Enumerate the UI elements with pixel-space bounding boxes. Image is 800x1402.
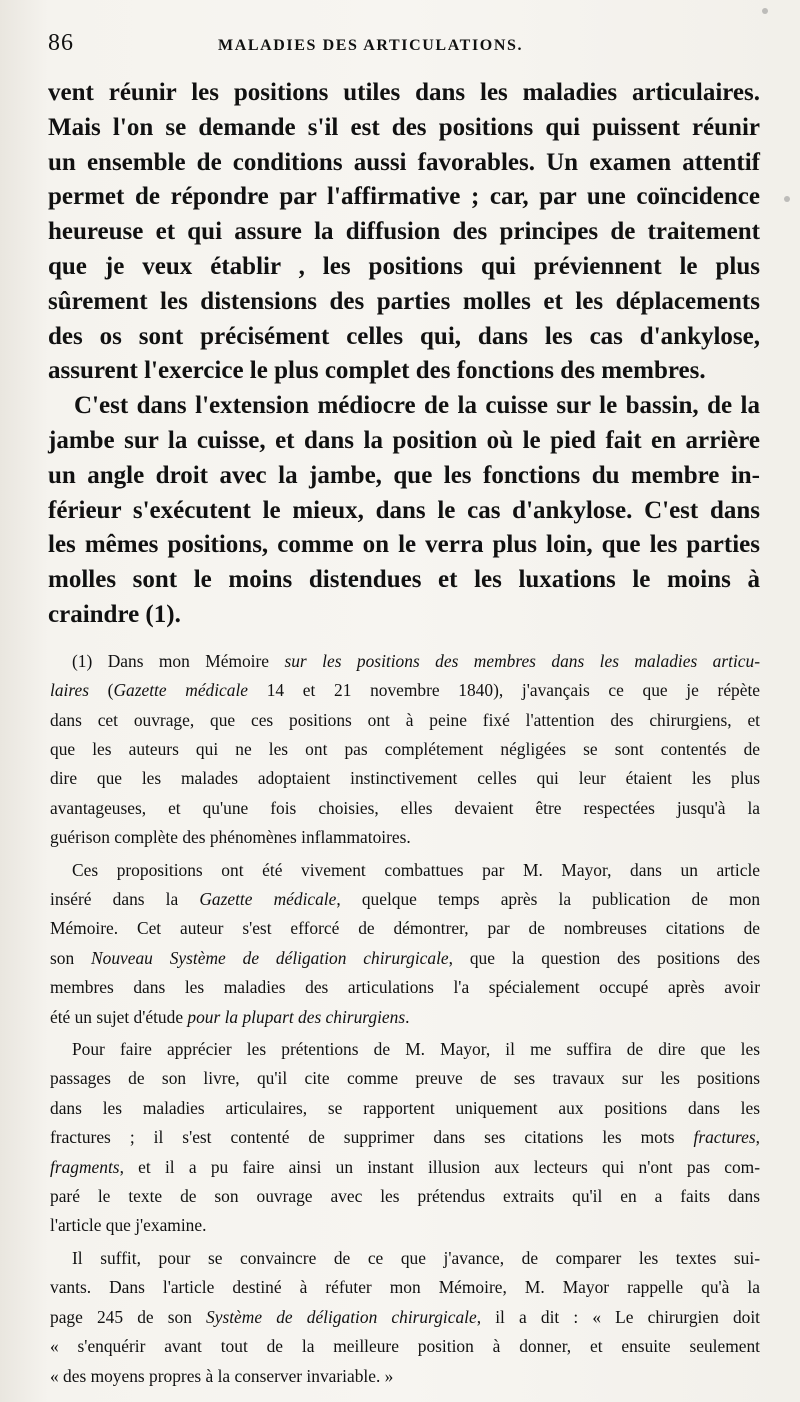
main-line: molles sont le moins distendues et les luxations le moins à bbox=[48, 566, 760, 594]
footnote-line: « s'enquérir avant tout de la meilleure position à donner, et ensuite seulement bbox=[50, 1336, 760, 1357]
footnotes-block bbox=[48, 647, 760, 1391]
footnote-text: été un sujet d'étude bbox=[50, 1006, 188, 1027]
footnote-line bbox=[50, 1003, 760, 1032]
footnote-line bbox=[50, 1123, 760, 1152]
main-line: un angle droit avec la jambe, que les fonctions du membre in- bbox=[48, 461, 760, 489]
footnote-line: « des moyens propres à la conserver invariable. » bbox=[50, 1365, 394, 1386]
footnote-line: dans les maladies articulaires, se rapportent uniquement aux positions dans les bbox=[50, 1097, 760, 1118]
main-line: permet de répondre par l'affirmative ; car, par une coïncidence bbox=[48, 183, 760, 211]
footnote-line bbox=[50, 1303, 760, 1332]
print-speck bbox=[784, 196, 790, 202]
footnote-text: . bbox=[405, 1006, 410, 1027]
main-line: vent réunir les positions utiles dans les maladies articulaires. bbox=[48, 79, 760, 106]
main-line: férieur s'exécutent le mieux, dans le cas d'ankylose. C'est dans bbox=[48, 496, 760, 524]
footnote-line bbox=[50, 885, 760, 914]
main-line: un ensemble de conditions aussi favorables. Un examen attentif bbox=[48, 148, 760, 176]
footnote-italic: Nouveau Système de déligation chirurgicale bbox=[91, 947, 449, 968]
footnote-line: dire que les malades adoptaient instinctivement celles qui leur étaient les plus bbox=[50, 768, 760, 789]
page-header bbox=[48, 30, 760, 70]
footnote-text: , et il a pu faire ainsi un instant illusion aux lecteurs qui n'ont pas com- bbox=[119, 1156, 760, 1177]
footnote-text: ( bbox=[88, 680, 114, 701]
page-number: 86 bbox=[48, 30, 74, 56]
footnote-line: avantageuses, et qu'une fois choisies, elles devaient être respectées jusqu'à la bbox=[50, 797, 760, 818]
footnote-italic: Gazette médicale bbox=[113, 680, 249, 701]
footnote-text: , quelque temps après la publication de mon bbox=[336, 889, 761, 909]
footnote-paragraph bbox=[50, 1244, 760, 1391]
footnote-line: l'article que j'examine. bbox=[50, 1215, 207, 1236]
footnote-text: son bbox=[50, 947, 92, 968]
footnote-italic: pour la plupart des chirurgiens bbox=[187, 1006, 406, 1027]
main-line: craindre (1). bbox=[48, 600, 181, 628]
footnote-paragraph bbox=[50, 1035, 760, 1241]
footnote-line: dans cet ouvrage, que ces positions ont à peine fixé l'attention des chirurgiens, et bbox=[50, 709, 760, 730]
print-speck bbox=[762, 8, 768, 14]
footnote-line bbox=[50, 1153, 760, 1182]
footnote-paragraph bbox=[50, 647, 760, 853]
main-line: que je veux établir , les positions qui préviennent le plus bbox=[48, 252, 760, 280]
footnote-line: membres dans les maladies des articulations l'a spécialement occupé après avoir bbox=[50, 977, 760, 998]
footnote-line: Mémoire. Cet auteur s'est efforcé de démontrer, par de nombreuses citations de bbox=[50, 918, 760, 939]
footnote-text: 14 et 21 novembre 1840), j'avançais ce que je répète bbox=[248, 680, 761, 701]
footnote-text: inséré dans la bbox=[50, 889, 200, 909]
main-line: des os sont précisément celles qui, dans les cas d'ankylose, bbox=[48, 322, 760, 350]
footnote-text: fractures ; il s'est contenté de supprimer dans ses citations les mots bbox=[50, 1127, 694, 1148]
footnote-line bbox=[50, 944, 760, 973]
footnote-line: que les auteurs qui ne les ont pas complétement négligées se sont contentés de bbox=[50, 738, 760, 759]
main-line: C'est dans l'extension médiocre de la cuisse sur le bassin, de la bbox=[74, 392, 760, 420]
footnote-italic: fragments bbox=[50, 1156, 120, 1177]
running-head: MALADIES DES ARTICULATIONS. bbox=[218, 37, 524, 54]
footnote-text: page 245 de son bbox=[50, 1306, 207, 1327]
main-line: jambe sur la cuisse, et dans la position où le pied fait en arrière bbox=[48, 426, 760, 454]
main-line: les mêmes positions, comme on le verra plus loin, que les parties bbox=[48, 531, 760, 559]
footnote-italic: fractures bbox=[693, 1127, 756, 1148]
footnote-line: Il suffit, pour se convaincre de ce que j'avance, de comparer les textes sui- bbox=[72, 1247, 760, 1268]
footnote-italic: laires bbox=[50, 680, 89, 701]
footnote-line: guérison complète des phénomènes inflammatoires. bbox=[50, 827, 411, 848]
footnote-line bbox=[50, 676, 760, 705]
footnote-line: vants. Dans l'article destiné à réfuter mon Mémoire, M. Mayor rappelle qu'à la bbox=[50, 1277, 760, 1298]
footnote-italic: sur les positions des membres dans les maladies articu- bbox=[284, 650, 761, 671]
footnote-text: , que la question des positions des bbox=[448, 947, 761, 968]
footnote-paragraph bbox=[50, 856, 760, 1032]
main-line: assurent l'exercice le plus complet des fonctions des membres. bbox=[48, 357, 706, 385]
main-line: Mais l'on se demande s'il est des positions qui puissent réunir bbox=[48, 113, 760, 141]
footnote-line: passages de son livre, qu'il cite comme preuve de ses travaux sur les positions bbox=[50, 1068, 760, 1089]
main-line: heureuse et qui assure la diffusion des principes de traitement bbox=[48, 218, 760, 246]
footnote-line: Ces propositions ont été vivement combattues par M. Mayor, dans un article bbox=[72, 859, 760, 880]
footnote-text: , il a dit : « Le chirurgien doit bbox=[476, 1306, 760, 1327]
footnote-line bbox=[50, 647, 760, 676]
footnote-italic: Gazette médicale bbox=[199, 889, 337, 909]
main-line: sûrement les distensions des parties molles et les déplacements bbox=[48, 287, 760, 315]
footnote-italic: Système de déligation chirurgicale bbox=[206, 1306, 477, 1327]
footnote-text: , bbox=[755, 1127, 760, 1148]
footnote-line: paré le texte de son ouvrage avec les prétendus extraits qu'il en a faits dans bbox=[50, 1186, 760, 1207]
footnote-line: Pour faire apprécier les prétentions de M. Mayor, il me suffira de dire que les bbox=[72, 1039, 760, 1060]
footnote-text: (1) Dans mon Mémoire bbox=[72, 650, 285, 671]
main-text-block bbox=[48, 76, 760, 633]
